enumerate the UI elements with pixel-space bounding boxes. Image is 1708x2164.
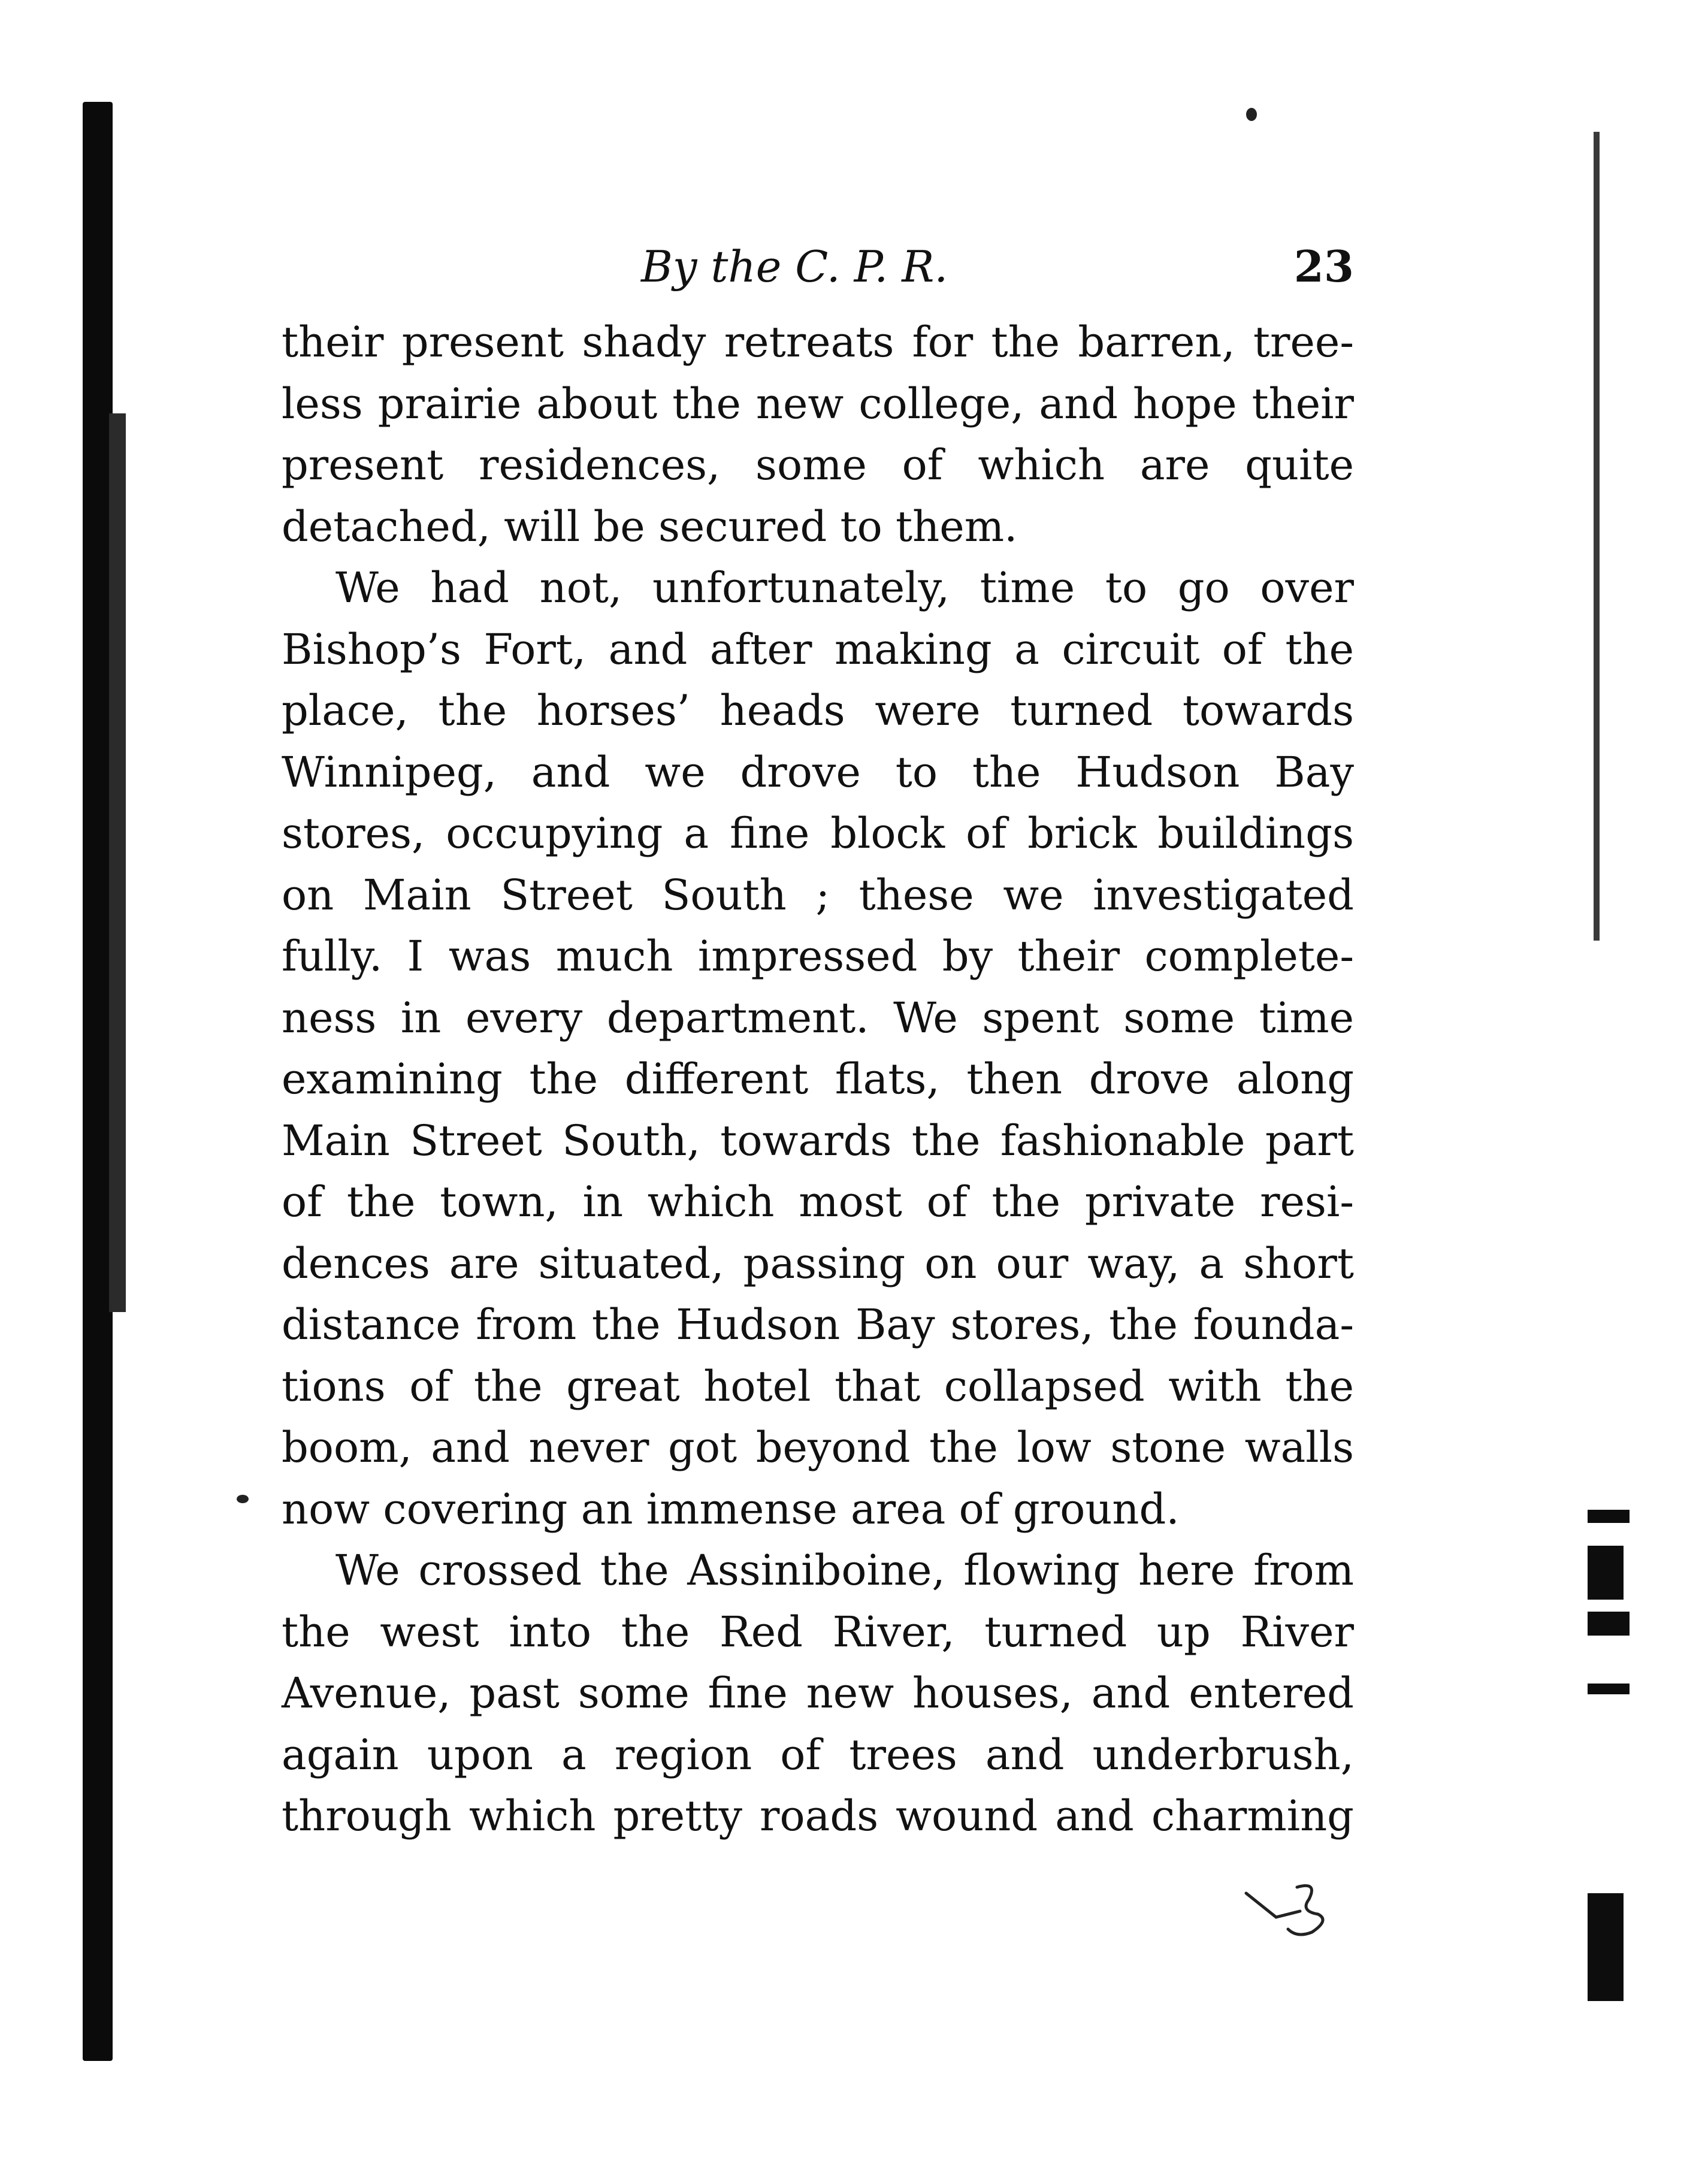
text-line: Winnipeg, and we drove to the Hudson Bay [282,747,1354,797]
text-line: Bishop’s Fort, and after making a circuit of the [282,624,1354,674]
text-line: detached, will be secured to them. [282,501,1018,551]
edge-mark [1588,1612,1630,1636]
text-line: fully. I was much impressed by their complete- [282,932,1354,981]
text-line: tions of the great hotel that collapsed with the [282,1361,1354,1411]
text-line: again upon a region of trees and underbrush, [282,1730,1354,1779]
text-line: now covering an immense area of ground. [282,1484,1180,1534]
text-line: We had not, unfortunately, time to go over [335,563,1354,612]
ink-speck [1246,108,1257,121]
edge-mark [1588,1684,1630,1694]
text-line: examining the different flats, then drove along [282,1054,1354,1104]
edge-mark [1588,1893,1624,2001]
pencil-mark [1240,1875,1342,1941]
edge-mark [1588,1546,1624,1600]
text-line: less prairie about the new college, and hope their [282,379,1354,428]
text-line: present residences, some of which are quite [282,440,1354,489]
text-line: dences are situated, passing on our way, a short [282,1238,1354,1288]
paragraph [282,557,1354,1540]
text-line: stores, occupying a fine block of brick buildings [282,809,1354,858]
running-head [282,240,1354,294]
text-line: distance from the Hudson Bay stores, the founda- [282,1300,1354,1349]
text-line: Avenue, past some fine new houses, and entered [282,1669,1354,1718]
paragraph [282,1540,1354,1847]
text-line: of the town, in which most of the private resi- [282,1177,1354,1226]
page-number: 23 [1293,241,1354,292]
text-line: ness in every department. We spent some time [282,993,1354,1042]
right-edge-artifact [1594,132,1600,941]
ink-speck [237,1495,249,1503]
binding-edge [83,102,113,2061]
running-title: By the C. P. R. [641,241,948,292]
text-line: their present shady retreats for the barren, tree- [282,318,1354,367]
text-line: Main Street South, towards the fashionable part [282,1116,1354,1165]
body-text [282,312,1354,1847]
text-line: boom, and never got beyond the low stone walls [282,1423,1354,1472]
text-line: the west into the Red River, turned up River [282,1607,1354,1657]
text-line: on Main Street South ; these we investigated [282,870,1354,920]
text-line: through which pretty roads wound and charming [282,1791,1354,1840]
paragraph [282,312,1354,557]
edge-mark [1588,1510,1630,1523]
text-line: We crossed the Assiniboine, flowing here from [335,1546,1354,1595]
text-line: place, the horses’ heads were turned towards [282,686,1354,735]
